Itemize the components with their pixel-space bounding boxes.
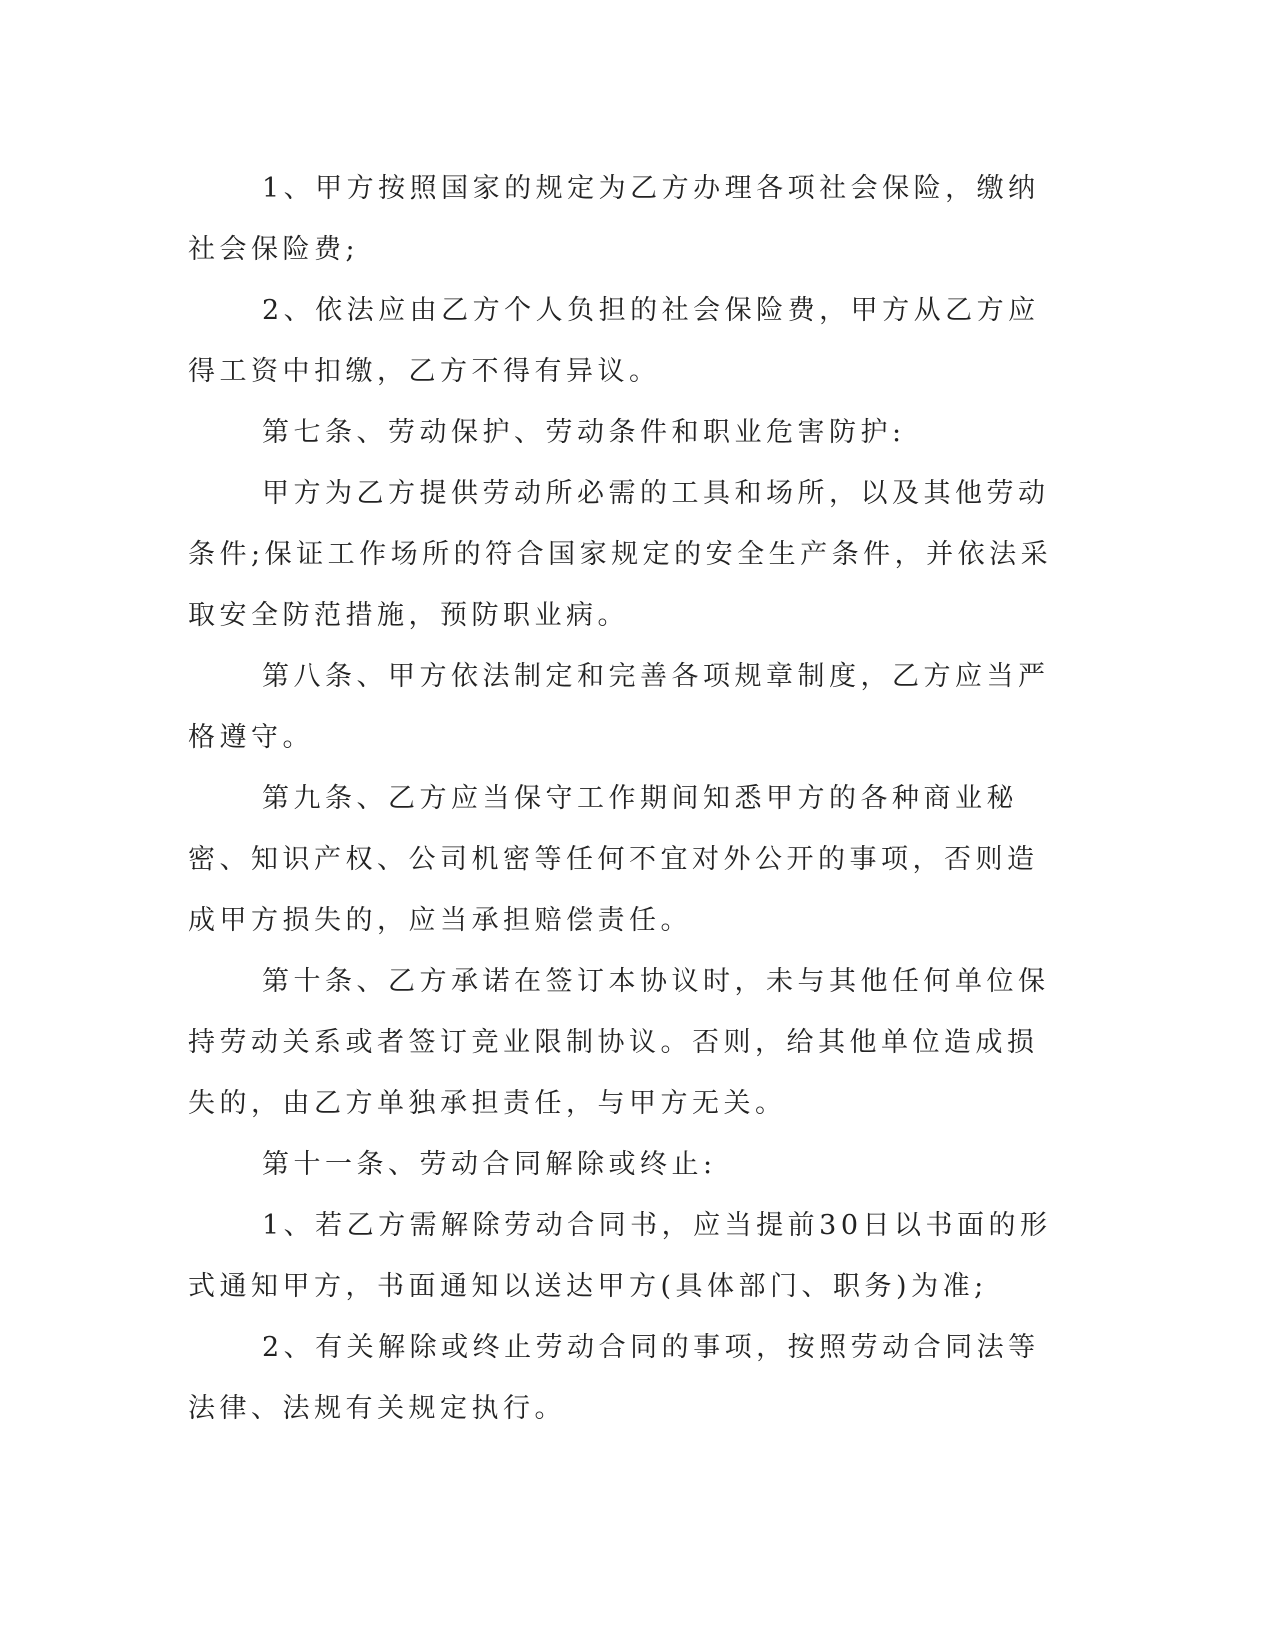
article-9: 第九条、乙方应当保守工作期间知悉甲方的各种商业秘密、知识产权、公司机密等任何不宜对外公开的事项，否则造成甲方损失的，应当承担赔偿责任。 (188, 783, 1039, 936)
article-11-item-2: 2、有关解除或终止劳动合同的事项，按照劳动合同法等法律、法规有关规定执行。 (188, 1332, 1040, 1424)
article-11-item-1: 1、若乙方需解除劳动合同书，应当提前30日以书面的形式通知甲方，书面通知以送达甲方(具体部门、职务)为准; (188, 1210, 1052, 1302)
article-7-heading: 第七条、劳动保护、劳动条件和职业危害防护: (262, 417, 906, 448)
article-7-body: 甲方为乙方提供劳动所必需的工具和场所，以及其他劳动条件;保证工作场所的符合国家规定的安全生产条件，并依法采取安全防范措施，预防职业病。 (188, 478, 1053, 631)
paragraph-social-insurance-2: 2、依法应由乙方个人负担的社会保险费，甲方从乙方应得工资中扣缴，乙方不得有异议。 (188, 295, 1040, 387)
article-10: 第十条、乙方承诺在签订本协议时，未与其他任何单位保持劳动关系或者签订竞业限制协议。否则，给其他单位造成损失的，由乙方单独承担责任，与甲方无关。 (188, 966, 1050, 1119)
paragraph-social-insurance-1: 1、甲方按照国家的规定为乙方办理各项社会保险，缴纳社会保险费; (188, 173, 1040, 265)
article-11-heading: 第十一条、劳动合同解除或终止: (262, 1149, 717, 1180)
document-body (188, 158, 1068, 1439)
article-8: 第八条、甲方依法制定和完善各项规章制度，乙方应当严格遵守。 (188, 661, 1050, 753)
